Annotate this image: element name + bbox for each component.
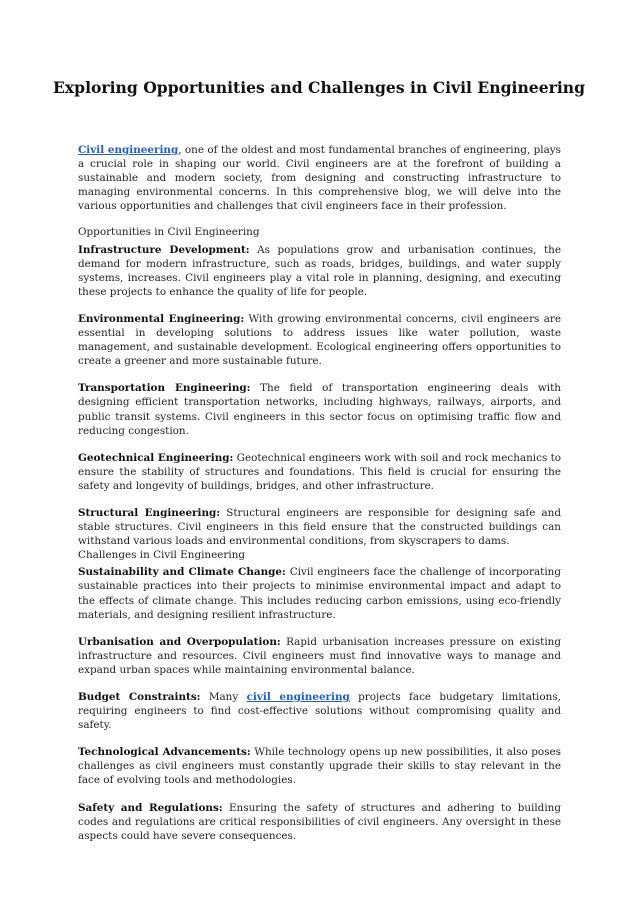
challenge-text: Civil engineers face the challenge of incorporating sustainable practices into their projects to minimise environmental impact and adapt to the effects of climate change. This includes reducing carbon emissions, using eco-friendly materials, and designing resilient infrastructure. (78, 566, 561, 621)
intro-text: , one of the oldest and most fundamental branches of engineering, plays a crucial role in shaping our world. Civil engineers are at the forefront of building a sustainable and modern society, from designing and constructing infrastructure to managing environmental concerns. In this comprehensive blog, we will delve into the various opportunities and challenges that civil engineers face in their profession. (78, 144, 561, 213)
opportunity-term: Infrastructure Development: (78, 243, 250, 256)
challenge-term: Budget Constraints: (78, 691, 201, 703)
opportunity-term: Structural Engineering: (78, 506, 221, 519)
opportunity-item (78, 243, 561, 299)
challenge-item (78, 565, 561, 621)
civil-engineering-link[interactable]: Civil engineering (78, 144, 179, 156)
opportunity-item (78, 506, 561, 548)
challenge-item (78, 635, 561, 677)
opportunity-item (78, 381, 561, 437)
challenge-item (78, 745, 561, 787)
challenge-item (78, 801, 561, 843)
challenge-term: Technological Advancements: (78, 746, 251, 759)
challenge-text: Rapid urbanisation increases pressure on existing infrastructure and resources. Civil engineers must find innovative ways to manage and expand urban spaces while maintaining environmental balance. (78, 635, 561, 676)
challenge-term: Safety and Regulations: (78, 801, 223, 814)
opportunity-item (78, 451, 561, 493)
opportunity-text: The field of transportation engineering deals with designing efficient transportation networks, including highways, railways, airports, and public transit systems. Civil engineers in this sector focus on optimising traffic flow and reducing congestion. (78, 382, 561, 437)
challenges-heading: Challenges in Civil Engineering (78, 549, 246, 562)
opportunities-heading: Opportunities in Civil Engineering (78, 226, 260, 239)
intro-paragraph (78, 143, 561, 213)
civil-engineering-inline-link[interactable]: civil engineering (246, 691, 350, 703)
challenge-text: Many (200, 691, 247, 703)
opportunity-term: Transportation Engineering: (78, 382, 251, 395)
opportunity-text: With growing environmental concerns, civil engineers are essential in developing solutions to address issues like water pollution, waste management, and sustainable development. Ecological engineering offers opportunities to create a greener and more sustainable future. (78, 312, 562, 368)
challenge-term: Sustainability and Climate Change: (78, 566, 286, 579)
opportunity-item (78, 312, 561, 368)
challenge-text: Ensuring the safety of structures and adhering to building codes and regulations are critical responsibilities of civil engineers. Any oversight in these aspects could have severe consequences. (78, 801, 562, 842)
opportunity-text: As populations grow and urbanisation continues, the demand for modern infrastructure, such as roads, bridges, buildings, and water supply systems, increases. Civil engineers play a vital role in planning, designing, and executing these projects to enhance the quality of life for people. (78, 243, 561, 298)
opportunity-text: Geotechnical engineers work with soil and rock mechanics to ensure the stability of structures and foundations. This field is crucial for ensuring the safety and longevity of buildings, bridges, and other infrastructure. (78, 451, 562, 492)
article-body (78, 143, 561, 856)
challenge-item (78, 690, 561, 732)
opportunity-text: Structural engineers are responsible for designing safe and stable structures. Civil engineers in this field ensure that the constructed buildings can withstand various loads and environmental conditions, from skyscrapers to dams. (78, 506, 561, 548)
page-title: Exploring Opportunities and Challenges in Civil Engineering (52, 78, 586, 97)
opportunity-term: Geotechnical Engineering: (78, 451, 234, 464)
challenge-text: While technology opens up new possibilities, it also poses challenges as civil engineers must constantly upgrade their skills to stay relevant in the face of evolving tools and methodologies. (78, 746, 562, 787)
challenge-term: Urbanisation and Overpopulation: (78, 635, 281, 648)
challenge-text: projects face budgetary limitations, requiring engineers to find cost-effective solutions without compromising quality and safety. (78, 691, 561, 732)
opportunity-term: Environmental Engineering: (78, 312, 245, 325)
